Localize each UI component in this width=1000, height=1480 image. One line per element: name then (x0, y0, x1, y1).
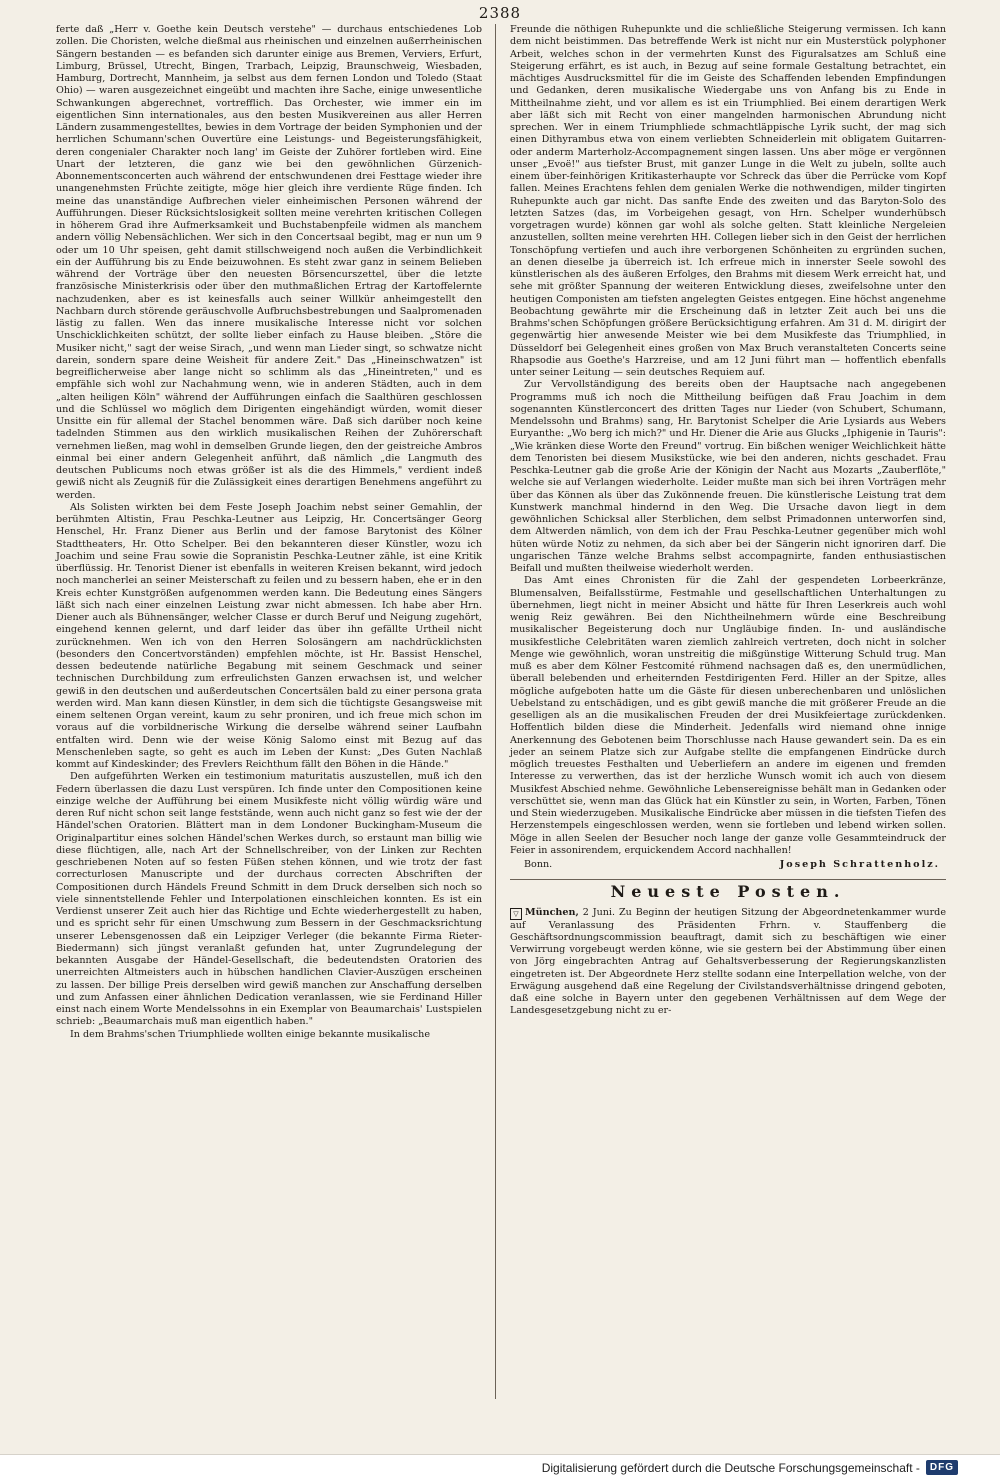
column-divider (495, 24, 496, 1399)
signature-name: Joseph Schrattenholz. (779, 859, 940, 870)
news-text: 2 Juni. Zu Beginn der heutigen Sitzung der Abgeordnetenkammer wurde auf Veranlassung des Präsidenten Frhrn. v. Stauffenberg die Geschäftsordnungscommission beauftragt, damit sich zu beschäftigen wie einer Verwirrung vorgebeugt werden könne, wie sie gestern bei der Abstimmung über einen von Jörg eingebrachten Antrag auf Gehaltsverbesserung der Regierungskanzlisten eingetreten ist. Der Abgeordnete Herz stellte sodann eine Interpellation welche, von der Erwägung ausgehend daß eine Regelung der Civilstandsverhältnisse dringend geboten, daß eine solche in Bayern unter den gegebenen Verhältnissen auf dem Wege der Landesgesetzgebung nicht zu er- (510, 906, 946, 1017)
page-number: 2388 (478, 4, 522, 22)
news-item (510, 907, 946, 1018)
article-paragraph: Das Amt eines Chronisten für die Zahl der gespendeten Lorbeerkränze, Blumensalven, Beifallsstürme, Festmahle und gesellschaftlichen Unterhaltungen zu übernehmen, liegt nicht in meiner Absicht und hätte für Ihren Leserkreis auch wohl wenig Reiz gewähren. Bei den Nichtheilnehmern würde eine Beschreibung musikalischer Begeisterung doch nur Ungläubige finden. In- und ausländische musikfestliche Celebritäten waren ziemlich zahlreich vertreten, doch nicht in solcher Menge wie gewöhnlich, woran unstreitig die mißgünstige Witterung Schuld trug. Man muß es aber dem Kölner Festcomité rühmend nachsagen daß es, den unermüdlichen, überall belebenden und erheiternden Festdirigenten Ferd. Hiller an der Spitze, alles mögliche aufgeboten hatte um die Gäste für diesen unberechenbaren und unlöslichen Uebelstand zu entschädigen, und es gibt gewiß manche die mit größerer Freude an die geselligen als an die musikalischen Freuden der drei Musikfeiertage zurückdenken. Hoffentlich bilden diese die Minderheit. Jedenfalls wird niemand ohne innige Anerkennung des Gebotenen beim Thorschlusse nach Hause gewandert sein. Da es ein jeder an seinem Platze sich zur Aufgabe stellte die empfangenen Eindrücke durch möglich treuestes Festhalten und Ueberliefern an andere im eigenen und fremden Interesse zu verwerthen, das ist der herzliche Wunsch womit ich auch von diesem Musikfest Abschied nehme. Gewöhnliche Lebensereignisse behält man in Gedanken oder verschüttet sie, wenn man das Glück hat ein Künstler zu sein, in Worten, Farben, Tönen und Stein wiederzugeben. Musikalische Eindrücke aber müssen in die tiefsten Tiefen des Herzenstempels eingeschlossen werden, wenn sie fortleben und lebend wirken sollen. Möge in allen Seelen der Besucher noch lange der ganze volle Gesammteindruck der Feier in assonirendem, erquickendem Accord nachhallen! (510, 575, 947, 856)
article-paragraph: Als Solisten wirkten bei dem Feste Joseph Joachim nebst seiner Gemahlin, der berühmten Altistin, Frau Peschka-Leutner aus Leipzig, Hr. Concertsänger Georg Henschel, Hr. Franz Diener aus Berlin und der famose Barytonist des Kölner Stadttheaters, Hr. Otto Schelper. Bei den bekannteren dieser Künstler, wozu ich Joachim und seine Frau sowie die Sopranistin Peschka-Leutner zähle, ist eine Kritik überflüssig. Hr. Tenorist Diener ist ebenfalls in weiteren Kreisen bekannt, wird jedoch noch mancherlei an seiner Meisterschaft zu feilen und zu bessern haben, ehe er in den Kreis echter Kunstgrößen aufgenommen werden kann. Die Bedeutung eines Sängers läßt sich nach einer einzelnen Leistung zwar nicht abmessen. Ich habe aber Hrn. Diener auch als Bühnensänger, welcher Classe er durch Beruf und Neigung zugehört, eingehend kennen gelernt, und darf leider das über ihn gefällte Urtheil nicht zurücknehmen. Wen ich von den Herren Solosängern am nachdrücklichsten (besonders den Concertvorständen) empfehlen möchte, ist Hr. Bassist Henschel, dessen bedeutende natürliche Begabung mit seinem Geschmack und seiner technischen Durchbildung zum erfreulichsten Ganzen erwachsen ist, und welcher gewiß in den deutschen und außerdeutschen Concertsälen bald zu einer persona grata werden wird. Man kann diesen Künstler, in dem sich die tüchtigste Gesangsweise mit einem seltenen Organ vereint, kaum zu sehr proniren, und ich freue mich schon im voraus auf die vorbildnerische Wirkung die derselbe während seiner Laufbahn entfalten wird. Denn wie der weise König Salomo einst mit Bezug auf das Menschenleben sagte, so geht es auch im Leben der Kunst: „Des Guten Nachlaß kommt auf Kindeskinder; des Frevlers Reichthum fällt den Böhen in die Hände." (56, 501, 482, 770)
article-paragraph: ferte daß „Herr v. Goethe kein Deutsch verstehe" — durchaus entschiedenes Lob zollen. Die Choristen, welche dießmal aus rheinischen und einzelnen außerrheinischen Sängern bestanden — es befanden sich darunter einige aus Bremen, Verviers, Erfurt, Limburg, Brüssel, Utrecht, Bingen, Trarbach, Leipzig, Braunschweig, Wiesbaden, Hamburg, Dortrecht, Mannheim, ja selbst aus dem fernen London und Toledo (Staat Ohio) — waren ausgezeichnet eingeübt und machten ihre Sache, einige unwesentliche Schwankungen abgerechnet, vortrefflich. Das Orchester, wie immer ein im eigentlichen Sinn internationales, aus den besten Musikvereinen aus aller Herren Ländern zusammengestelltes, bewies in dem Vortrage der beiden Symphonien und der herrlichen Schumann'schen Ouvertüre eine Leistungs- und Begeisterungsfähigkeit, deren congenialer Charakter noch lang' im Geiste der Zuhörer fortleben wird. Eine Unart der letzteren, die ganz wie bei den gewöhnlichen Gürzenich-Abonnementsconcerten auch während der entschwundenen drei Festtage wieder ihre unangenehmsten Früchte zeitigte, möge hier gleich ihre verdiente Rüge finden. Ich meine das unanständige Aufbrechen vieler einheimischen Personen während der Aufführungen. Dieser Rücksichtslosigkeit sollten meine verehrten kritischen Collegen in höherem Grad ihre Aufmerksamkeit und Buchstabenpfeile widmen als manchem andern völlig Nebensächlichen. Wer sich in den Concertsaal begibt, mag er nun um 9 oder um 10 Uhr speisen, geht damit stillschweigend noch außen die Verbindlichkeit ein der Aufführung bis zu Ende beizuwohnen. Es steht zwar ganz in seinem Belieben während der Vorträge über den neuesten Börsencurszettel, über die letzte französische Ministerkrisis oder über den muthmaßlichen Ertrag der Kartoffelernte nachzudenken, aber es ist keinesfalls auch seiner Willkür anheimgestellt den Nachbarn durch störende geräuschvolle Aufbruchsbestrebungen und Saalpromenaden lästig zu fallen. Wen das innere musikalische Interesse nicht vor solchen Unschicklichkeiten schützt, der sollte lieber einfach zu Hause bleiben. „Störe die Musiker nicht," sagt der weise Sirach, „und wenn man Lieder singt, so schwatze nicht darein, sondern spare deine Weisheit für andere Zeit." Das „Hineinschwatzen" ist begreiflicherweise aber lange nicht so schlimm als das „Hineintreten," und es empfähle sich wohl zur Nachahmung wenn, wie in anderen Städten, auch in dem „alten heiligen Köln" während der Aufführungen einfach die Saalthüren geschlossen und die Schlüssel wo möglich dem Dirigenten eingehändigt würden, womit dieser Unsitte ein für allemal der Stachel benommen wäre. Daß sich darüber noch keine tadelnden Stimmen aus den wirklich musikalischen Reihen der Zuhörerschaft vernehmen ließen, mag wohl in demselben Grunde liegen, den der geistreiche Ambros einmal bei einer andern Gelegenheit anführt, daß nämlich „die Langmuth des deutschen Publicums noch etwas größer ist als die des Himmels," verdient indeß gewiß nicht als Zeugniß für die Zulässigkeit eines derartigen Benehmens angeführt zu werden. (56, 24, 482, 501)
correspondent-marker-icon: ▽ (510, 908, 522, 920)
digitization-footer (0, 1454, 1000, 1480)
section-rule (510, 879, 946, 880)
left-column (56, 24, 482, 1041)
right-column (510, 24, 946, 1018)
section-heading: Neueste Posten. (610, 882, 846, 902)
signature-place: Bonn. (524, 859, 553, 870)
article-paragraph: Den aufgeführten Werken ein testimonium maturitatis auszustellen, muß ich den Federn überlassen die dazu Lust verspüren. Ich finde unter den Compositionen keine einzige welche der Aufführung bei einem Musikfeste nicht völlig würdig wäre und deren Ruf nicht schon seit lange feststände, wenn auch nicht ganz so fest wie der der Händel'schen Oratorien. Blättert man in dem Londoner Buckingham-Museum die Originalpartitur eines solchen Händel'schen Werkes durch, so erstaunt man billig wie diese flüchtigen, alle, nach Art der Schnellschreiber, von der Linken zur Rechten geschriebenen Noten auf so festen Füßen stehen können, und wie trotz der fast correcturlosen Manuscripte und der durchaus correcten Abschriften der Compositionen durch Händels Freund Schmitt in dem Druck derselben sich noch so viele sinnentstellende Fehler und Interpolationen einschleichen konnten. Es ist ein Verdienst unserer Zeit auch hier das Richtige und Echte wiederhergestellt zu haben, und es spricht sehr für einen Umschwung zum Bessern in der Geschmacksrichtung unserer Lebensgenossen daß ein Leipziger Verleger (die bekannte Firma Rieter-Biedermann) sich jüngst veranlaßt gefunden hat, unter Zugrundelegung der bekannten Ausgabe der Händel-Gesellschaft, die bedeutendsten Oratorien des unerreichten Altmeisters auch in hübschen handlichen Clavier-Auszügen erscheinen zu lassen. Der billige Preis derselben wird gewiß manchen zur Anschaffung derselben und zum Anfassen einer ähnlichen Dedication veranlassen, wie sie Ferdinand Hiller einst nach einem Worte Mendelssohns in ein Exemplar von Beaumarchais' Lustspielen schrieb: „Beaumarchais muß man eigentlich haben." (56, 771, 482, 1028)
signature (510, 859, 946, 871)
news-dateline: München, (525, 906, 579, 918)
article-paragraph: Freunde die nöthigen Ruhepunkte und die schließliche Steigerung vermissen. Ich kann dem nicht beistimmen. Das betreffende Werk ist nicht nur ein Musterstück polyphoner Arbeit, welches schon in der vermehrten Kunst des Figuralsatzes am Schluß eine Steigerung erfährt, es ist auch, in Bezug auf seine formale Gestaltung betrachtet, ein mächtiges Ausdrucksmittel für die im Geiste des Schaffenden lebenden Empfindungen und Gedanken, deren musikalische Wiedergabe uns von Anfang bis zu Ende in Mittheilnahme zieht, und vor allem es ist ein Triumphlied. Bei einem derartigen Werk aber läßt sich mit Recht von einer mangelnden harmonischen Abrundung nicht sprechen. Wer in einem Triumphliede schmachtläppische Lyrik sucht, der mag sich einen Dithyrambus etwa von einem verliebten Schneiderlein mit obligatem Guitarren- oder anderm Marterholz-Accompagnement singen lassen. Uns aber möge er vergönnen unser „Evoë!" aus tiefster Brust, mit ganzer Lunge in die Welt zu jubeln, sollte auch einem über-feinhörigen Kritikasterhaupte vor Schreck das über die Perrücke vom Kopf fallen. Meines Erachtens fehlen dem genialen Werke die nothwendigen, milder tingirten Ruhepunkte auch gar nicht. Das sanfte Ende des zweiten und das Baryton-Solo des letzten Satzes (das, im Vorbeigehen gesagt, von Hrn. Schelper wunderhübsch vorgetragen wurde) können gar wohl als solche gelten. Statt kleinliche Nergeleien anzustellen, sollten meine verehrten HH. Collegen lieber sich in den Geist der herrlichen Tonschöpfung vertiefen und auch ihre verborgenen Schönheiten zu ergründen suchen, an denen dieselbe ja überreich ist. Ich erfreue mich in innerster Seele sowohl des künstlerischen als des äußeren Erfolges, den Brahms mit diesem Werk erreicht hat, und sehe mit größter Spannung der weiteren Entwicklung dieses, zweifelsohne unter den heutigen Componisten am tiefsten angelegten Geistes entgegen. Eine höchst angenehme Beobachtung gewährte mir die Erscheinung daß in letzter Zeit auch bei uns die Brahms'schen Schöpfungen größere Berücksichtigung erfahren. Am 31 d. M. dirigirt der gegenwärtig hier anwesende Meister wie bei dem Musikfeste das Triumphlied, in Düsseldorf bei Gelegenheit eines großen von Max Bruch veranstalteten Concerts seine Rhapsodie aus Goethe's Harzreise, und am 12 Juni führt man — hoffentlich ebenfalls unter seiner Leitung — sein deutsches Requiem auf. (510, 24, 946, 378)
dfg-logo: DFG (926, 1460, 958, 1475)
article-paragraph: In dem Brahms'schen Triumphliede wollten einige bekannte musikalische (70, 1028, 431, 1040)
article-paragraph: Zur Vervollständigung des bereits oben der Hauptsache nach angegebenen Programms muß ich noch die Mittheilung beifügen daß Frau Joachim in dem sogenannten Künstlerconcert des dritten Tages nur Lieder (von Schubert, Schumann, Mendelssohn und Brahms) sang, Hr. Barytonist Schelper die Arie Lysiards aus Webers Euryanthe: „Wo berg ich mich?" und Hr. Diener die Arie aus Glucks „Iphigenie in Tauris": „Wie kränken diese Worte den Freund" vortrug. Ein bißchen weniger Weichlichkeit hätte dem Tenoristen bei diesem Musikstücke, wie bei den anderen, nichts geschadet. Frau Peschka-Leutner gab die große Arie der Königin der Nacht aus Mozarts „Zauberflöte," welche sie auf Verlangen wiederholte. Leider mußte man sich bei ihren Vorträgen mehr über das Können als über das Zukönnende freuen. Die künstlerische Leistung trat dem Kunstwerk manchmal hindernd in den Weg. Die Ursache davon liegt in dem gewöhnlichen Schicksal aller Sterblichen, dem selbst Primadonnen unterworfen sind, dem Altwerden nämlich, von dem ich der Frau Peschka-Leutner gegenüber mich wohl hüten würde Notiz zu nehmen, da sich aber bei der Sängerin nicht ignoriren darf. Die ungarischen Tänze welche Brahms selbst accompagnirte, fanden enthusiastischen Beifall und mußten theilweise wiederholt werden. (510, 379, 947, 574)
footer-text: Digitalisierung gefördert durch die Deutsche Forschungsgemeinschaft - (541, 1460, 920, 1475)
